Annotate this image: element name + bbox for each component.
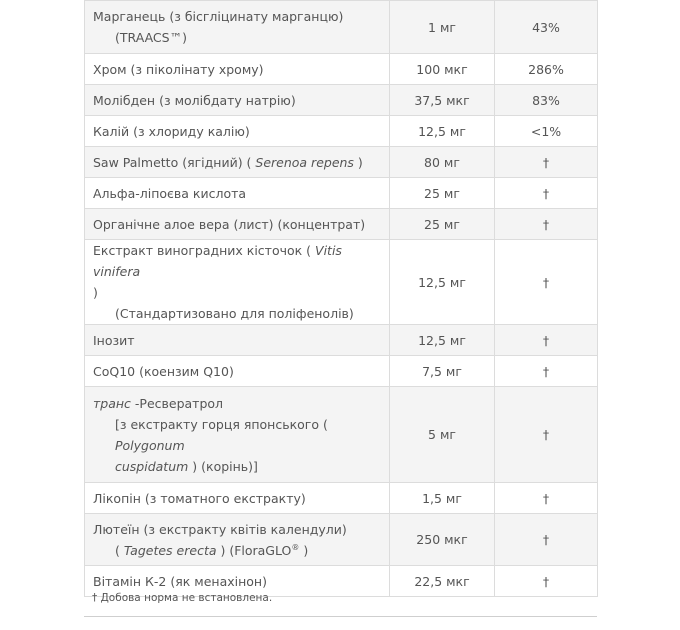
nutrient-name-line2: (TRAACS™) (115, 30, 187, 45)
nutrient-name: Органічне алое вера (лист) (концентрат) (85, 209, 390, 240)
nutrient-name: Альфа-ліпоєва кислота (85, 178, 390, 209)
nutrient-name: CoQ10 (коензим Q10) (85, 356, 390, 387)
latin-name-line4: cuspidatum (115, 458, 189, 474)
daily-value-cell: † (495, 356, 598, 387)
daily-value-cell: † (495, 325, 598, 356)
nutrient-name: Saw Palmetto (ягідний) ( (93, 154, 256, 170)
nutrient-name: Лютеїн (з екстракту квітів календули) (93, 521, 347, 537)
table-row (85, 483, 598, 514)
paren-open: ( (115, 542, 124, 558)
nutrient-name-cell (85, 240, 390, 325)
amount-cell: 12,5 мг (390, 240, 495, 325)
amount-cell: 7,5 мг (390, 356, 495, 387)
table-row (85, 54, 598, 85)
supplement-facts-table (84, 0, 598, 597)
daily-value-cell: 286% (495, 54, 598, 85)
amount-cell: 5 мг (390, 387, 495, 483)
nutrient-name-line2: [з екстракту горця японського ( (115, 416, 328, 432)
table-row (85, 356, 598, 387)
nutrient-name-cell (85, 147, 390, 178)
amount-cell: 22,5 мкг (390, 566, 495, 597)
daily-value-cell: † (495, 209, 598, 240)
daily-value-cell: † (495, 240, 598, 325)
nutrient-name: Хром (з піколінату хрому) (85, 54, 390, 85)
daily-value-cell: † (495, 387, 598, 483)
table-row (85, 178, 598, 209)
daily-value-cell: † (495, 178, 598, 209)
daily-value-cell: † (495, 147, 598, 178)
nutrient-name-cell (85, 1, 390, 54)
table-row (85, 85, 598, 116)
amount-cell: 37,5 мкг (390, 85, 495, 116)
latin-name: Tagetes erecta (123, 542, 217, 558)
nutrient-name: Інозит (85, 325, 390, 356)
amount-cell: 12,5 мг (390, 116, 495, 147)
amount-cell: 25 мг (390, 209, 495, 240)
nutrient-name-line4-suffix: ) (корінь)] (188, 458, 258, 474)
table-row (85, 116, 598, 147)
table-row (85, 209, 598, 240)
registered-mark: ® (291, 542, 300, 552)
divider (84, 616, 597, 617)
latin-name: Serenoa repens (255, 154, 354, 170)
nutrient-name-line2 (93, 540, 381, 561)
daily-value-cell: † (495, 566, 598, 597)
footnote: † Добова норма не встановлена. (92, 592, 273, 604)
daily-value-cell: † (495, 514, 598, 566)
daily-value-cell: 83% (495, 85, 598, 116)
nutrient-name-italic-prefix: транс (93, 395, 131, 411)
nutrient-name-line4 (93, 456, 381, 477)
amount-cell: 80 мг (390, 147, 495, 178)
amount-cell: 25 мг (390, 178, 495, 209)
nutrient-name-line3: (Стандартизовано для поліфенолів) (115, 306, 354, 321)
nutrient-name: Вітамін К-2 (як менахінон) (85, 566, 390, 597)
amount-cell: 1,5 мг (390, 483, 495, 514)
nutrient-name: Молібден (з молібдату натрію) (85, 85, 390, 116)
latin-name: Vitis vinifera (93, 243, 342, 279)
nutrient-name-line2: ) (93, 285, 98, 300)
table-row (85, 147, 598, 178)
table-row (85, 325, 598, 356)
latin-name-line3: Polygonum (115, 437, 185, 453)
daily-value-cell: † (495, 483, 598, 514)
nutrient-name-suffix: ) (353, 154, 363, 170)
daily-value-cell: <1% (495, 116, 598, 147)
nutrient-name-cell (85, 514, 390, 566)
amount-cell: 100 мкг (390, 54, 495, 85)
table-row (85, 514, 598, 566)
nutrient-name: Екстракт виноградних кісточок ( (93, 243, 316, 258)
nutrient-name: -Ресвератрол (130, 395, 224, 411)
table-row (85, 387, 598, 483)
nutrient-name: Лікопін (з томатного екстракту) (85, 483, 390, 514)
amount-cell: 12,5 мг (390, 325, 495, 356)
brand-name: ) (FloraGLO (216, 542, 292, 558)
nutrient-name: Марганець (з бісгліцинату марганцю) (93, 9, 344, 24)
supplement-facts-table-wrapper (84, 0, 597, 597)
daily-value-cell: 43% (495, 1, 598, 54)
amount-cell: 250 мкг (390, 514, 495, 566)
table-row (85, 1, 598, 54)
paren-close: ) (299, 542, 309, 558)
nutrient-name-cell (85, 387, 390, 483)
nutrient-name: Калій (з хлориду калію) (85, 116, 390, 147)
amount-cell: 1 мг (390, 1, 495, 54)
table-row (85, 240, 598, 325)
